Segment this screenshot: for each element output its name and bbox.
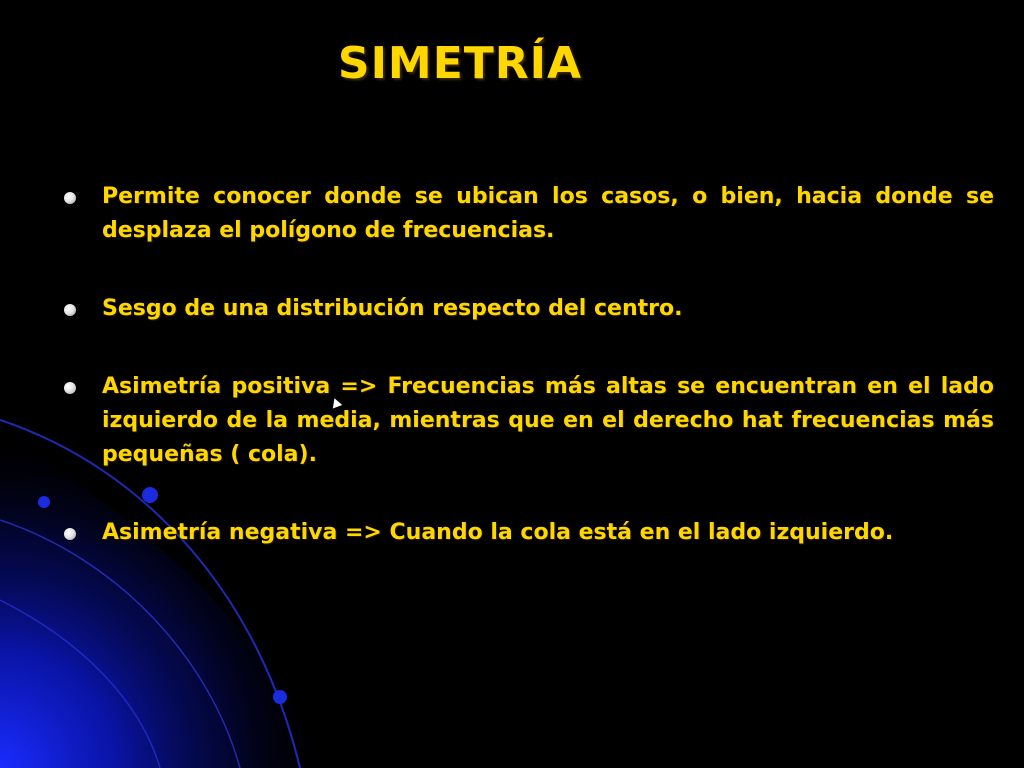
- bullet-list: [62, 180, 994, 594]
- bullet-text: Asimetría positiva => Frecuencias más altas se encuentran en el lado izquierdo de la media, mientras que en el derecho hat frecuencias más pequeñas ( cola).: [102, 374, 994, 467]
- bullet-text: Sesgo de una distribución respecto del centro.: [102, 296, 683, 321]
- bullet-text: Permite conocer donde se ubican los casos, o bien, hacia donde se desplaza el polígono de frecuencias.: [102, 184, 994, 243]
- blue-dot: [38, 496, 50, 508]
- bullet-dot-icon: [64, 192, 76, 204]
- bullet-item: [62, 180, 994, 248]
- blue-dot: [273, 690, 287, 704]
- bullet-dot-icon: [64, 382, 76, 394]
- bullet-text: Asimetría negativa => Cuando la cola está en el lado izquierdo.: [102, 520, 894, 545]
- bullet-item: [62, 292, 994, 326]
- bullet-item: [62, 370, 994, 472]
- slide-title: SIMETRÍA: [337, 38, 583, 89]
- bullet-dot-icon: [64, 528, 76, 540]
- bullet-dot-icon: [64, 304, 76, 316]
- bullet-item: [62, 516, 994, 550]
